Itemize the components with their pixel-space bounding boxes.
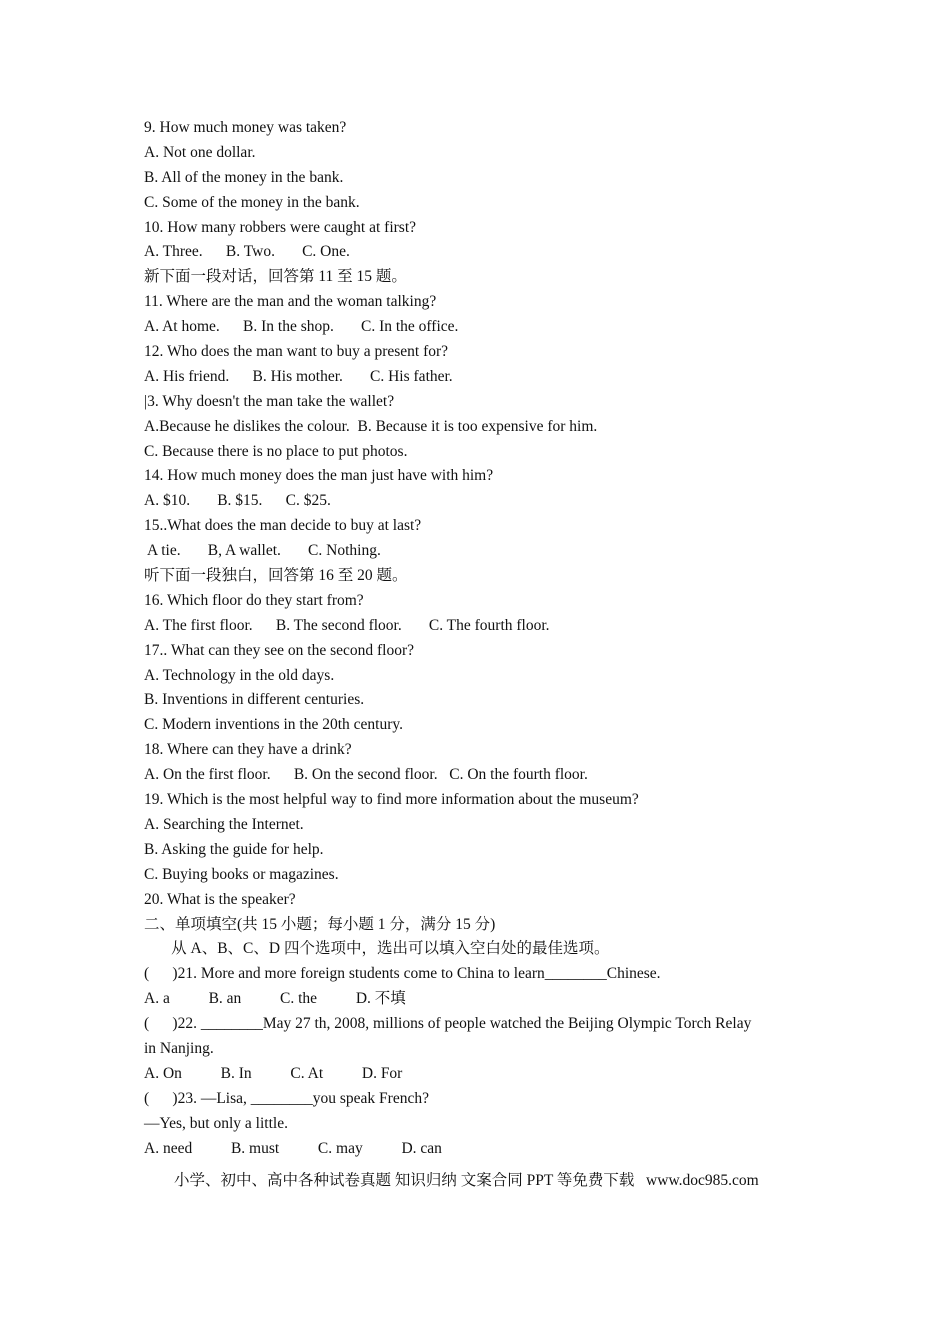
document-body [144, 116, 814, 1161]
options-21: A. a B. an C. the D. 不填 [144, 990, 406, 1008]
option-9b: B. All of the money in the bank. [144, 168, 344, 186]
question-9: 9. How much money was taken? [144, 119, 347, 136]
question-13: |3. Why doesn't the man take the wallet? [144, 392, 395, 410]
option-13c: C. Because there is no place to put photos. [144, 442, 408, 460]
options-23: A. need B. must C. may D. can [144, 1139, 442, 1157]
question-16: 16. Which floor do they start from? [144, 591, 364, 609]
option-19a: A. Searching the Internet. [144, 815, 304, 833]
option-19b: B. Asking the guide for help. [144, 840, 324, 858]
option-17b: B. Inventions in different centuries. [144, 691, 365, 709]
options-12: A. His friend. B. His mother. C. His father. [144, 367, 453, 385]
question-11: 11. Where are the man and the woman talking? [144, 293, 437, 311]
question-12: 12. Who does the man want to buy a present for? [144, 343, 449, 361]
option-17a: A. Technology in the old days. [144, 666, 335, 684]
question-17: 17.. What can they see on the second floor? [144, 641, 415, 659]
options-15: A tie. B, A wallet. C. Nothing. [144, 542, 381, 560]
question-19: 19. Which is the most helpful way to find more information about the museum? [144, 791, 639, 809]
options-16: A. The first floor. B. The second floor. C. The fourth floor. [144, 616, 550, 634]
question-22: ( )22. ________May 27 th, 2008, millions of people watched the Beijing Olympic Torch Relay [144, 1015, 752, 1033]
options-22: A. On B. In C. At D. For [144, 1064, 403, 1082]
options-11: A. At home. B. In the shop. C. In the office. [144, 318, 459, 336]
options-18: A. On the first floor. B. On the second floor. C. On the fourth floor. [144, 766, 588, 784]
question-14: 14. How much money does the man just have with him? [144, 467, 494, 485]
question-23-reply: —Yes, but only a little. [144, 1114, 288, 1132]
question-21: ( )21. More and more foreign students come to China to learn________Chinese. [144, 965, 661, 983]
option-9a: A. Not one dollar. [144, 143, 256, 161]
page-footer: 小学、初中、高中各种试卷真题 知识归纳 文案合同 PPT 等免费下载 www.doc985.com [174, 1172, 759, 1189]
question-18: 18. Where can they have a drink? [144, 741, 352, 759]
section-instruction-dialogue: 新下面一段对话，回答第 11 至 15 题。 [144, 268, 407, 286]
option-9c: C. Some of the money in the bank. [144, 193, 360, 211]
question-22-cont: in Nanjing. [144, 1039, 214, 1057]
section-instruction-2: 从 A、B、C、D 四个选项中，选出可以填入空白处的最佳选项。 [144, 940, 610, 958]
question-15: 15..What does the man decide to buy at last? [144, 517, 422, 535]
options-10: A. Three. B. Two. C. One. [144, 243, 350, 261]
option-17c: C. Modern inventions in the 20th century. [144, 716, 404, 734]
question-10: 10. How many robbers were caught at first? [144, 218, 417, 236]
option-19c: C. Buying books or magazines. [144, 865, 339, 883]
options-13ab: A.Because he dislikes the colour. B. Because it is too expensive for him. [144, 417, 598, 435]
options-14: A. $10. B. $15. C. $25. [144, 492, 331, 510]
question-23: ( )23. —Lisa, ________you speak French? [144, 1089, 429, 1107]
section-instruction-monologue: 听下面一段独白，回答第 16 至 20 题。 [144, 567, 408, 585]
section-heading-2: 二、单项填空(共 15 小题；每小题 1 分，满分 15 分) [144, 915, 496, 933]
question-20: 20. What is the speaker? [144, 890, 296, 908]
